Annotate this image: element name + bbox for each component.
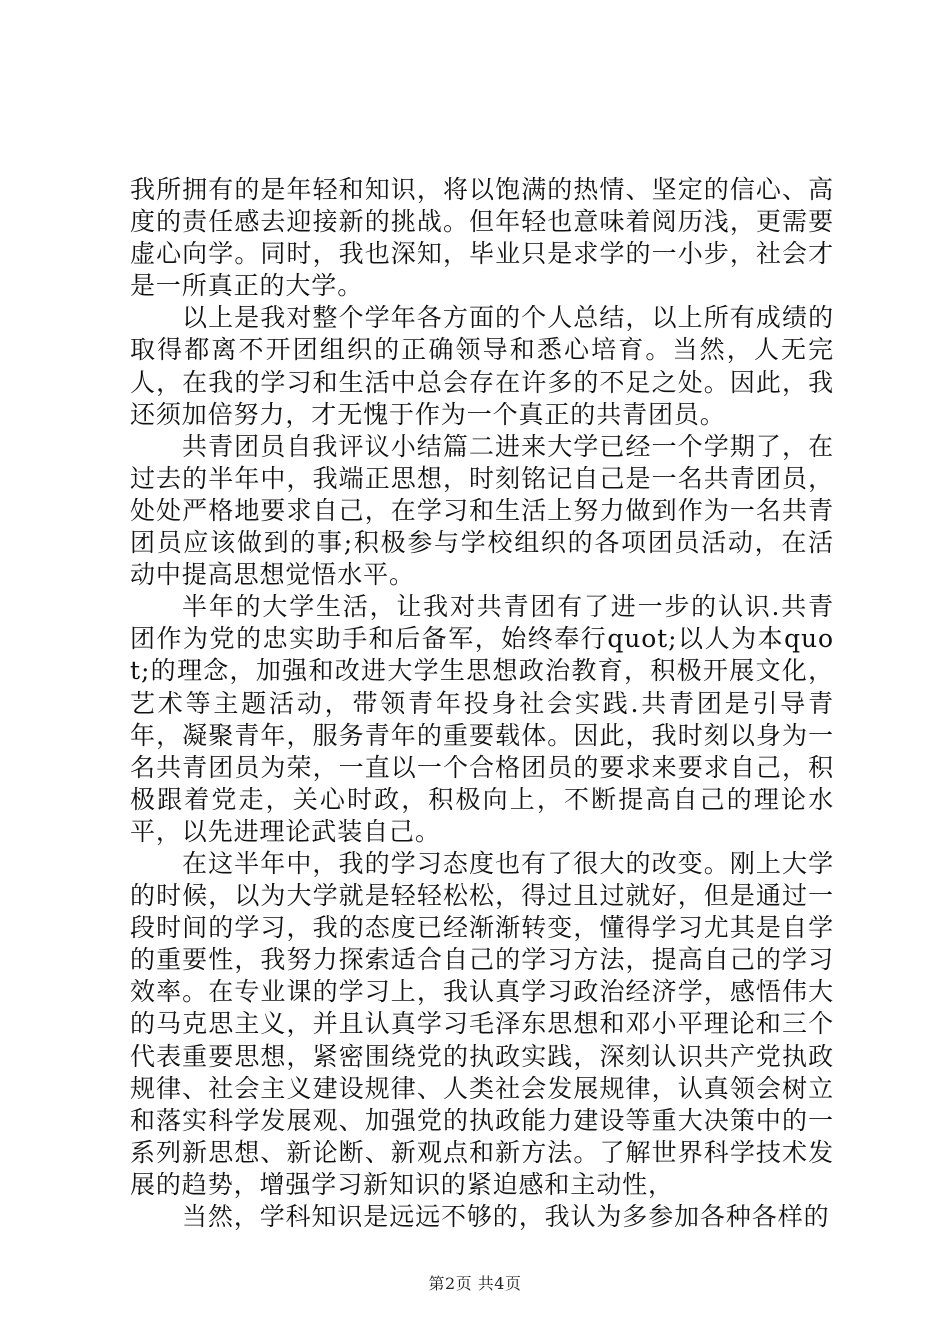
page-number-label: 第2页 共4页 bbox=[428, 1274, 522, 1293]
paragraph: 当然，学科知识是远远不够的，我认为多参加各种各样的 bbox=[182, 1202, 830, 1231]
paragraph: 半年的大学生活，让我对共青团有了进一步的认识.共青团作为党的忠实助手和后备军，始终奉行quot;以人为本quot;的理念，加强和改进大学生思想政治教育，积极开展文化，艺术等主题活动，带领青年投身社会实践.共青团是引导青年，凝聚青年，服务青年的重要载体。因此，我时刻以身为一名共青团员为荣，一直以一个合格团员的要求来要求自己，积极跟着党走，关心时政，积极向上，不断提高自己的理论水平，以先进理论武装自己。 bbox=[130, 592, 834, 846]
document-body bbox=[130, 174, 834, 1233]
paragraph: 共青团员自我评议小结篇二进来大学已经一个学期了，在过去的半年中，我端正思想，时刻铭记自己是一名共青团员，处处严格地要求自己，在学习和生活上努力做到作为一名共青团员应该做到的事;积极参与学校组织的各项团员活动，在活动中提高思想觉悟水平。 bbox=[130, 431, 834, 590]
paragraph: 我所拥有的是年轻和知识，将以饱满的热情、坚定的信心、高度的责任感去迎接新的挑战。但年轻也意味着阅历浅，更需要虚心向学。同时，我也深知，毕业只是求学的一小步，社会才是一所真正的大学。 bbox=[130, 175, 834, 301]
paragraph: 以上是我对整个学年各方面的个人总结，以上所有成绩的取得都离不开团组织的正确领导和悉心培育。当然，人无完人，在我的学习和生活中总会存在许多的不足之处。因此，我还须加倍努力，才无愧于作为一个真正的共青团员。 bbox=[130, 303, 834, 429]
page-footer bbox=[0, 1271, 950, 1294]
paragraph: 在这半年中，我的学习态度也有了很大的改变。刚上大学的时候，以为大学就是轻轻松松，得过且过就好，但是通过一段时间的学习，我的态度已经渐渐转变，懂得学习尤其是自学的重要性，我努力探索适合自己的学习方法，提高自己的学习效率。在专业课的学习上，我认真学习政治经济学，感悟伟大的马克思主义，并且认真学习毛泽东思想和邓小平理论和三个代表重要思想，紧密围绕党的执政实践，深刻认识共产党执政规律、社会主义建设规律、人类社会发展规律，认真领会树立和落实科学发展观、加强党的执政能力建设等重大决策中的一系列新思想、新论断、新观点和新方法。了解世界科学技术发展的趋势，增强学习新知识的紧迫感和主动性， bbox=[130, 848, 834, 1199]
